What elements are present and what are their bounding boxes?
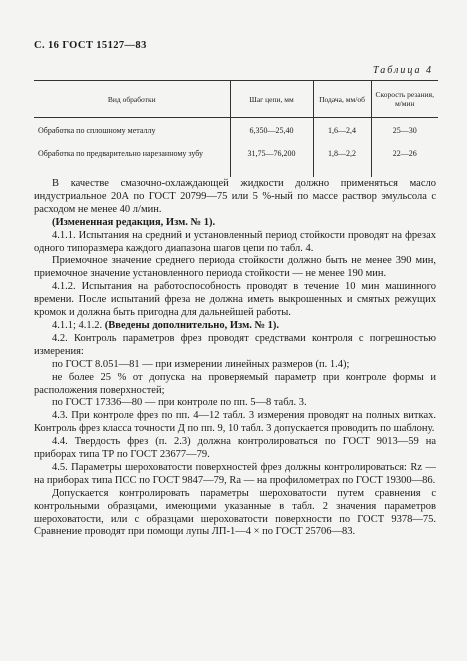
- amendment-note: [34, 320, 436, 333]
- paragraph: 4.1.2. Испытания на работоспособность проводят в течение 10 мин машинного времени. После испытаний фреза не должна иметь выкрошенных и смятых режущих кромок и должна быть пригодна для дальнейшей работы.: [34, 281, 436, 319]
- column-header: Шаг цепи, мм: [230, 81, 313, 118]
- table-cell: Обработка по сплошному металлу: [38, 126, 156, 135]
- paragraph: В качестве смазочно-охлаждающей жидкости должно применяться масло индустриальное 20А по ГОСТ 20799—75 или 5 %-ный по массе раствор эмульсола с расходом не менее 40 л/мин.: [34, 178, 436, 215]
- page-header: С. 16 ГОСТ 15127—83: [34, 40, 147, 51]
- table-cell: 25—30: [371, 118, 438, 145]
- list-item: по ГОСТ 17336—80 — при контроле по пп. 5—8 табл. 3.: [52, 397, 307, 409]
- paragraph: 4.4. Твердость фрез (п. 2.3) должна контролироваться по ГОСТ 9013—59 на приборах типа ТР по ГОСТ 23677—79.: [34, 436, 436, 461]
- clause-ref: 4.1.1; 4.1.2.: [52, 319, 103, 331]
- paragraph: Допускается контролировать параметры шероховатости путем сравнения с контрольными образцами, имеющими указанные в табл. 2 значения параметров шероховатости, или с образцами шероховатости поверхности по ГОСТ 9378—75. Сравнение проводят при помощи лупы ЛП-1—4 × по ГОСТ 25706—83.: [34, 487, 436, 538]
- body-text: [34, 178, 436, 539]
- table-cell: 22—26: [371, 144, 438, 177]
- paragraph: 4.1.1. Испытания на средний и установленный период стойкости проводят на фрезах одного типоразмера каждого диапазона шагов цепи по табл. 4.: [34, 229, 436, 254]
- table-cell: 31,75—76,200: [230, 144, 313, 177]
- table-caption: Таблица 4: [373, 65, 433, 76]
- column-header: Скорость резания, м/мин: [371, 81, 438, 118]
- paragraph: 4.5. Параметры шероховатости поверхностей фрез должны контролироваться: Rz — на приборах типа ПСС по ГОСТ 9847—79, Ra — на профилометрах по ГОСТ 19300—86.: [34, 461, 436, 486]
- list-item: по ГОСТ 8.051—81 — при измерении линейных размеров (п. 1.4);: [52, 358, 350, 370]
- table-cell: Обработка по предварительно нарезанному зубу: [38, 149, 204, 158]
- table-row: [34, 144, 438, 177]
- table-header-row: [34, 81, 438, 118]
- table-cell: 1,6—2,4: [313, 118, 371, 145]
- paragraph: 4.2. Контроль параметров фрез проводят средствами контроля с погрешностью измерения:: [34, 332, 436, 357]
- table-4: [34, 80, 438, 177]
- list-item: не более 25 % от допуска на проверяемый параметр при контроле формы и расположения поверхностей;: [34, 371, 436, 396]
- table-row: [34, 118, 438, 145]
- amendment-label: (Введены дополнительно, Изм. № 1).: [104, 319, 280, 331]
- paragraph: 4.3. При контроле фрез по пп. 4—12 табл. 3 измерения проводят на полных витках. Контроль фрез класса точности Д по пп. 9, 10 табл. 3 допускается проводить по шаблону.: [34, 410, 436, 435]
- paragraph: Приемочное значение среднего периода стойкости должно быть не менее 390 мин, приемочное значение установленного периода стойкости — не менее 190 мин.: [34, 255, 436, 280]
- column-header: Подача, мм/об: [313, 81, 371, 118]
- amendment-note: (Измененная редакция, Изм. № 1).: [52, 216, 216, 228]
- column-header: Вид обработки: [34, 81, 230, 118]
- table-cell: 6,350—25,40: [230, 118, 313, 145]
- table-cell: 1,8—2,2: [313, 144, 371, 177]
